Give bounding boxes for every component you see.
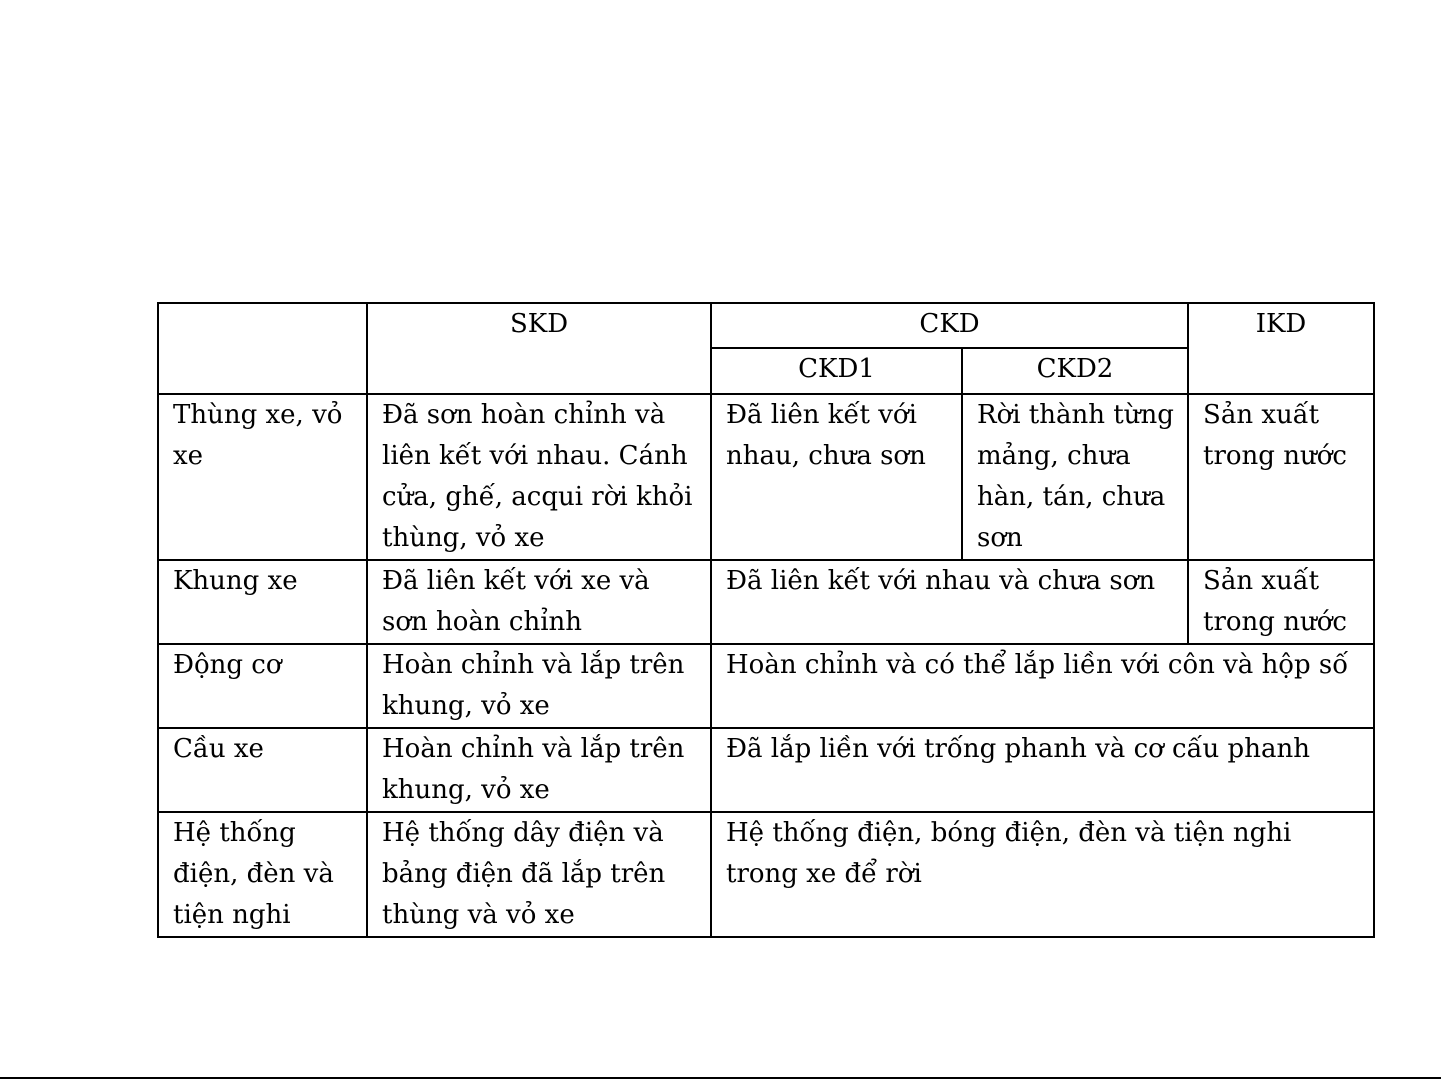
cell-skd: Đã liên kết với xe và sơn hoàn chỉnh: [367, 560, 711, 644]
bottom-divider: [0, 1077, 1441, 1079]
cell-ckd2: Rời thành từng mảng, chưa hàn, tán, chưa sơn: [962, 394, 1188, 560]
table-row: [158, 812, 1374, 937]
header-ikd: IKD: [1188, 303, 1374, 394]
header-skd: SKD: [367, 303, 711, 394]
cell-ikd: Sản xuất trong nước: [1188, 560, 1374, 644]
row-label: Cầu xe: [158, 728, 367, 812]
cell-ckd-ikd: Đã lắp liền với trống phanh và cơ cấu phanh: [711, 728, 1374, 812]
header-ckd2: CKD2: [962, 348, 1188, 394]
cell-skd: Đã sơn hoàn chỉnh và liên kết với nhau. Cánh cửa, ghế, acqui rời khỏi thùng, vỏ xe: [367, 394, 711, 560]
row-label: Thùng xe, vỏ xe: [158, 394, 367, 560]
row-label: Động cơ: [158, 644, 367, 728]
header-corner-cell: [158, 303, 367, 394]
row-label: Hệ thống điện, đèn và tiện nghi: [158, 812, 367, 937]
table-row: [158, 644, 1374, 728]
cell-ckd-ikd: Hệ thống điện, bóng điện, đèn và tiện nghi trong xe để rời: [711, 812, 1374, 937]
table-row: [158, 728, 1374, 812]
row-label: Khung xe: [158, 560, 367, 644]
cell-skd: Hoàn chỉnh và lắp trên khung, vỏ xe: [367, 644, 711, 728]
cell-skd: Hệ thống dây điện và bảng điện đã lắp trên thùng và vỏ xe: [367, 812, 711, 937]
cell-ckd: Đã liên kết với nhau và chưa sơn: [711, 560, 1188, 644]
header-ckd: CKD: [711, 303, 1188, 348]
table-row: [158, 560, 1374, 644]
kit-comparison-table: [157, 302, 1375, 938]
table-header-row: [158, 303, 1374, 348]
header-ckd1: CKD1: [711, 348, 962, 394]
table-row: [158, 394, 1374, 560]
cell-ckd-ikd: Hoàn chỉnh và có thể lắp liền với côn và hộp số: [711, 644, 1374, 728]
cell-ikd: Sản xuất trong nước: [1188, 394, 1374, 560]
cell-ckd1: Đã liên kết với nhau, chưa sơn: [711, 394, 962, 560]
cell-skd: Hoàn chỉnh và lắp trên khung, vỏ xe: [367, 728, 711, 812]
